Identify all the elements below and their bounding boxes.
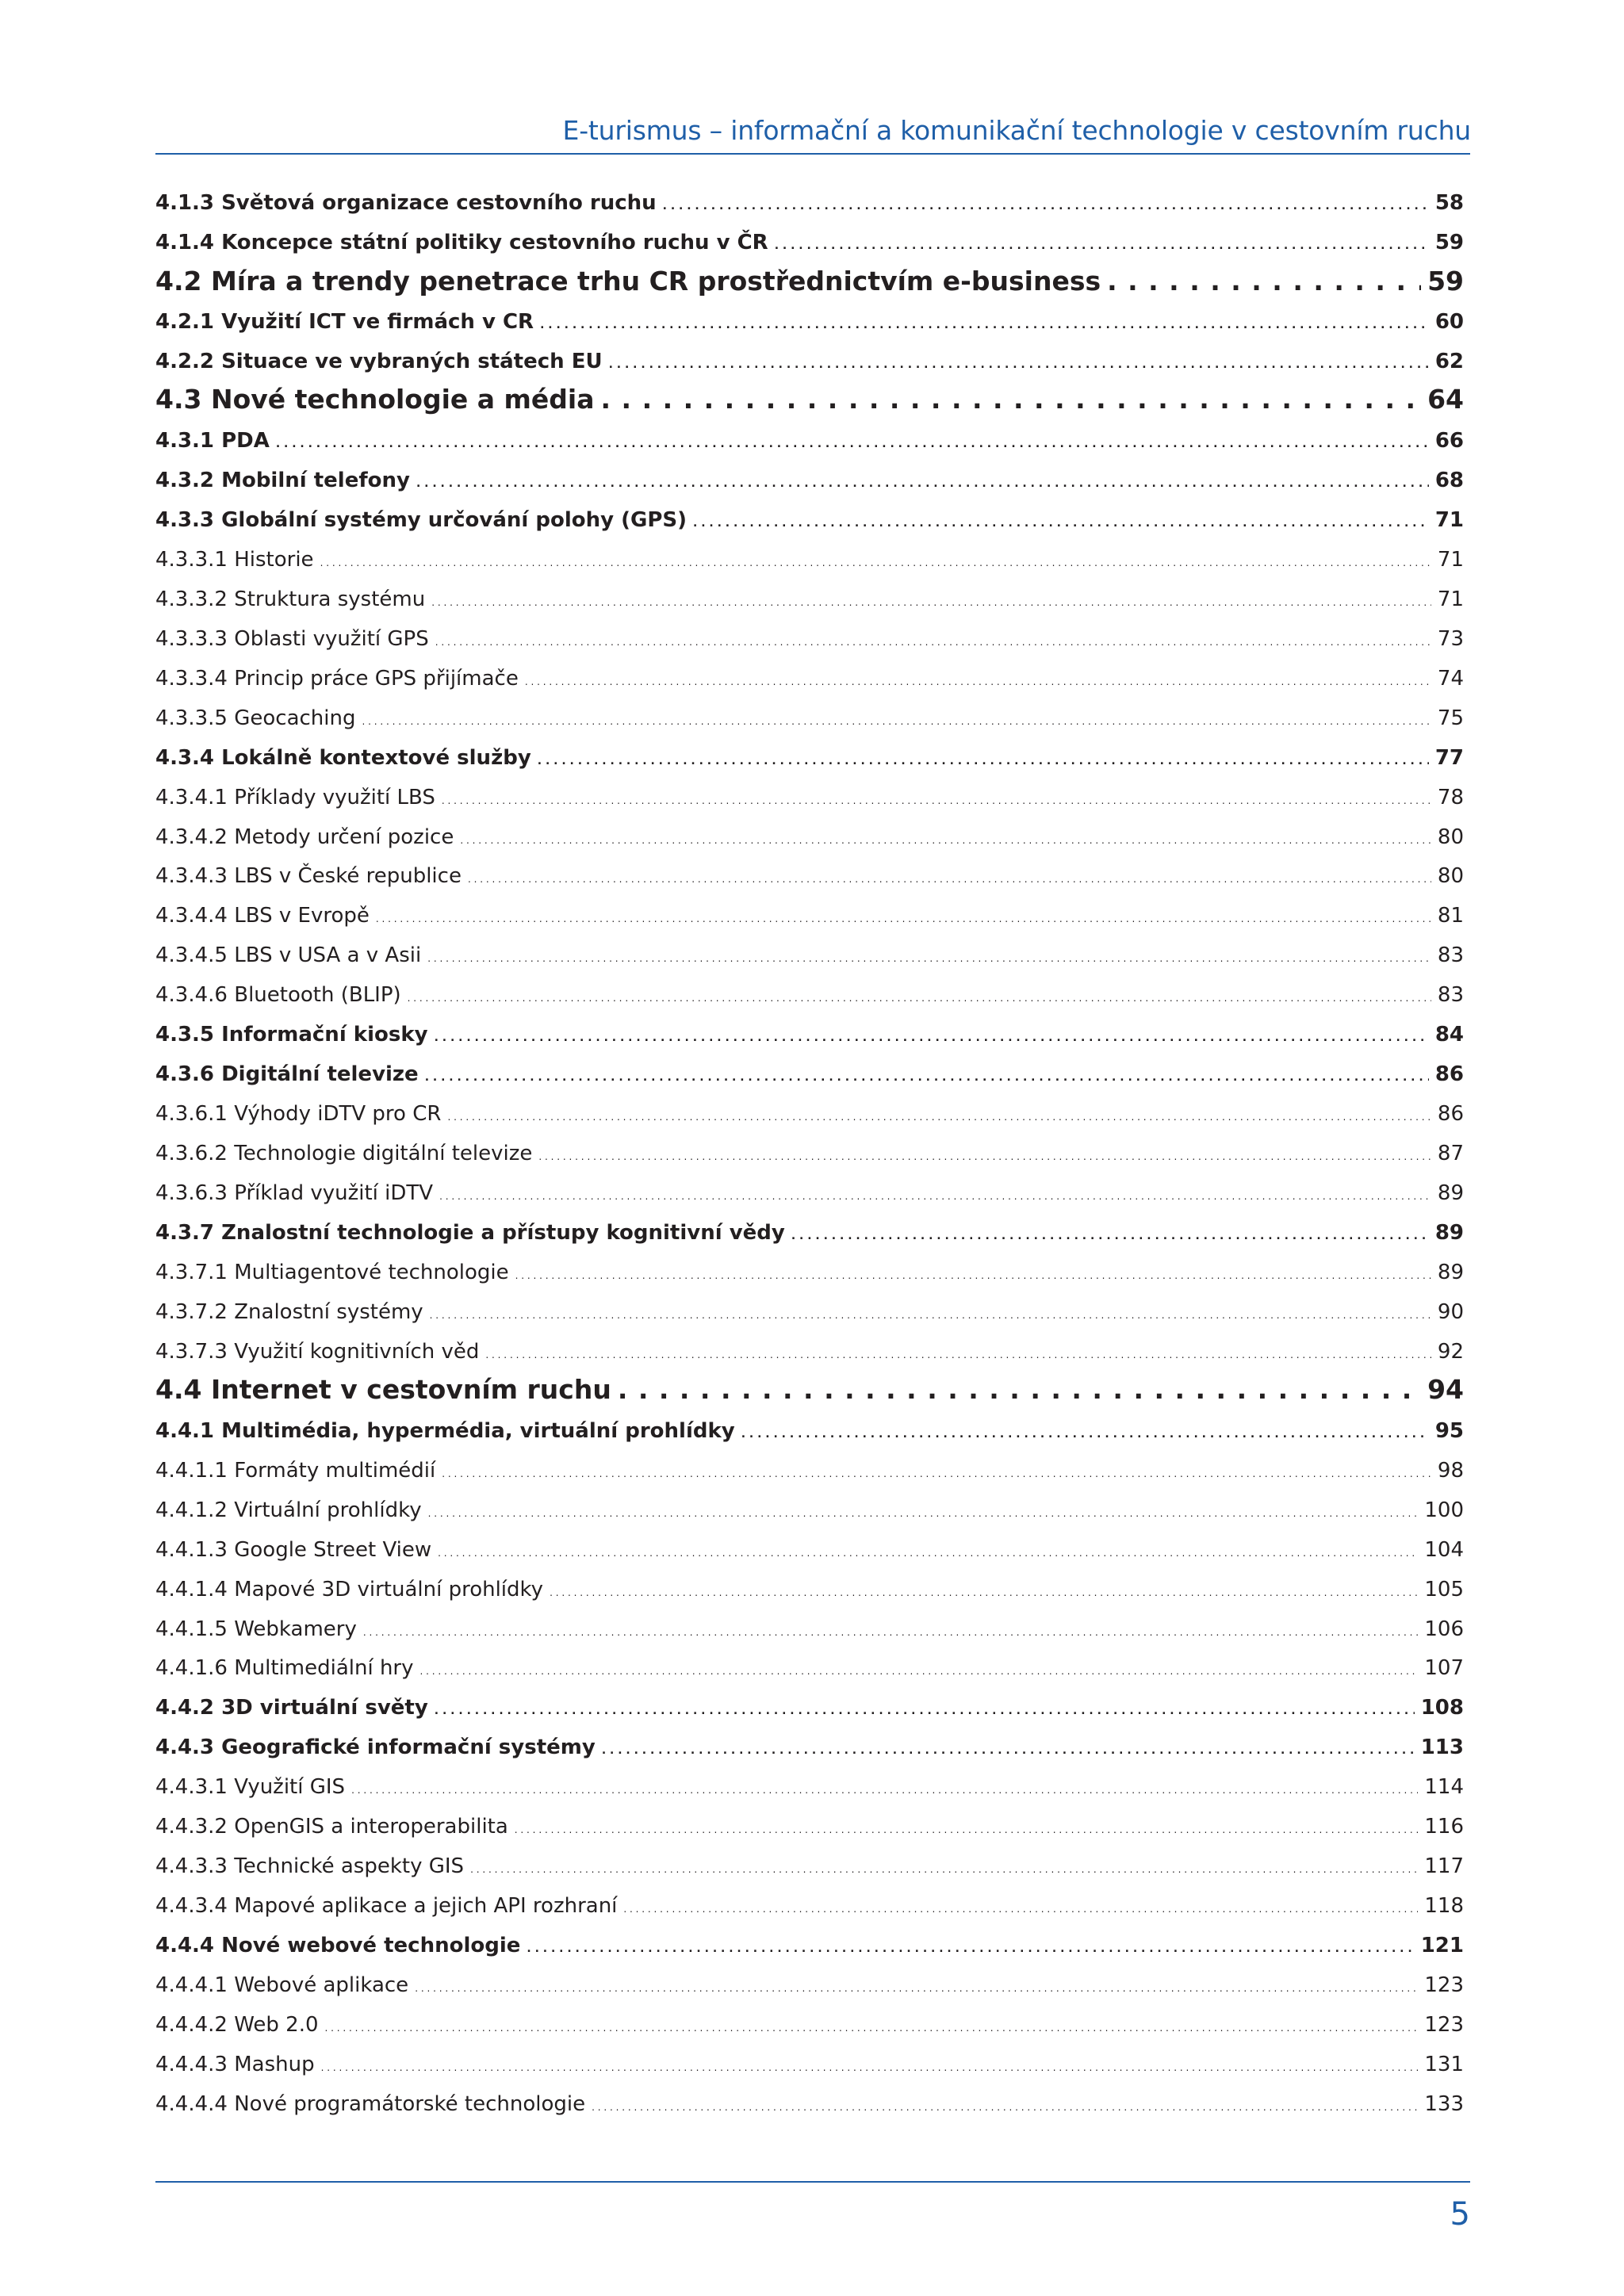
toc-entry-label: 4.4.4.2 Web 2.0 — [155, 2013, 319, 2037]
toc-entry — [155, 1696, 1464, 1720]
toc-entry-page: 106 — [1424, 1617, 1464, 1641]
toc-entry-page: 60 — [1434, 310, 1464, 335]
toc-dot-leader — [515, 1824, 1419, 1835]
toc-entry — [155, 1300, 1464, 1324]
toc-entry — [155, 1854, 1464, 1878]
toc-entry — [155, 1023, 1464, 1047]
toc-entry-label: 4.3.7.1 Multiagentové technologie — [155, 1260, 509, 1284]
toc-entry-label: 4.4.1.3 Google Street View — [155, 1537, 432, 1562]
toc-entry-page: 62 — [1434, 350, 1464, 374]
toc-entry — [155, 429, 1464, 453]
toc-entry-label: 4.4.4 Nové webové technologie — [155, 1934, 521, 1958]
toc-entry-page: 84 — [1434, 1023, 1464, 1047]
toc-entry-page: 78 — [1437, 785, 1464, 809]
toc-entry — [155, 943, 1464, 967]
toc-dot-leader — [438, 1548, 1418, 1559]
toc-entry-label: 4.1.4 Koncepce státní politiky cestovního ruchu v ČR — [155, 231, 768, 255]
toc-dot-leader — [435, 637, 1431, 648]
toc-entry-label: 4.3.4.6 Bluetooth (BLIP) — [155, 983, 401, 1008]
toc-dot-leader — [623, 1904, 1418, 1915]
toc-entry-label: 4.4.1.1 Formáty multimédií — [155, 1458, 436, 1483]
toc-entry-label: 4.4.3.2 OpenGIS a interoperabilita — [155, 1815, 508, 1839]
toc-entry-label: 4.3 Nové technologie a média — [155, 384, 595, 415]
toc-entry — [155, 1062, 1464, 1086]
toc-entry-page: 104 — [1424, 1537, 1464, 1562]
toc-entry-label: 4.3.4 Lokálně kontextové služby — [155, 745, 531, 770]
toc-dot-leader — [609, 358, 1429, 371]
toc-entry-page: 83 — [1437, 983, 1464, 1008]
toc-entry — [155, 508, 1464, 532]
toc-entry-page: 86 — [1437, 1102, 1464, 1127]
toc-dot-leader — [425, 1071, 1429, 1084]
toc-entry-label: 4.4.4.4 Nové programátorské technologie — [155, 2091, 586, 2116]
toc-entry-label: 4.3.4.4 LBS v Evropě — [155, 904, 370, 928]
toc-dot-leader — [525, 676, 1431, 687]
toc-entry-label: 4.3.7.2 Znalostní systémy — [155, 1299, 423, 1324]
toc-dot-leader — [321, 2062, 1419, 2073]
toc-entry-page: 59 — [1434, 231, 1464, 255]
toc-dot-leader — [430, 1310, 1431, 1321]
toc-entry-page: 123 — [1424, 1973, 1464, 1998]
toc-entry — [155, 746, 1464, 770]
toc-entry — [155, 1735, 1464, 1759]
toc-entry-label: 4.3.7.3 Využití kognitivních věd — [155, 1339, 480, 1364]
toc-entry-page: 108 — [1420, 1696, 1464, 1720]
toc-entry-page: 117 — [1424, 1854, 1464, 1879]
footer-divider — [155, 2181, 1470, 2183]
toc-entry-page: 123 — [1424, 2013, 1464, 2037]
toc-dot-leader — [741, 1428, 1429, 1441]
toc-entry-label: 4.3.6.2 Technologie digitální televize — [155, 1142, 533, 1166]
toc-entry-page: 89 — [1434, 1221, 1464, 1245]
toc-entry-page: 118 — [1424, 1894, 1464, 1919]
toc-dot-leader — [442, 795, 1431, 806]
toc-dot-leader — [618, 1374, 1421, 1405]
toc-entry-page: 66 — [1434, 429, 1464, 453]
toc-entry-label: 4.2.2 Situace ve vybraných státech EU — [155, 350, 603, 374]
toc-entry-page: 89 — [1437, 1260, 1464, 1284]
toc-entry-label: 4.4.2 3D virtuální světy — [155, 1696, 428, 1720]
toc-entry-page: 113 — [1420, 1735, 1464, 1760]
toc-entry — [155, 266, 1464, 297]
toc-dot-leader — [447, 1112, 1431, 1123]
toc-entry-page: 133 — [1424, 2091, 1464, 2116]
toc-dot-leader — [362, 716, 1431, 727]
toc-dot-leader — [435, 1705, 1415, 1717]
toc-dot-leader — [408, 993, 1431, 1004]
toc-entry-label: 4.3.5 Informační kiosky — [155, 1023, 428, 1047]
toc-entry — [155, 1340, 1464, 1364]
toc-dot-leader — [276, 438, 1429, 450]
toc-entry-label: 4.3.3.5 Geocaching — [155, 706, 356, 730]
toc-entry-page: 89 — [1437, 1181, 1464, 1206]
toc-dot-leader — [470, 1864, 1418, 1875]
toc-entry — [155, 2092, 1464, 2116]
toc-entry-label: 4.3.3 Globální systémy určování polohy (GPS) — [155, 507, 688, 532]
toc-entry — [155, 1894, 1464, 1918]
toc-entry — [155, 2053, 1464, 2076]
toc-dot-leader — [468, 874, 1431, 885]
toc-entry — [155, 1617, 1464, 1641]
toc-dot-leader — [431, 597, 1431, 608]
toc-entry — [155, 706, 1464, 730]
toc-entry-page: 83 — [1437, 943, 1464, 968]
toc-entry-page: 59 — [1427, 265, 1464, 297]
toc-dot-leader — [442, 1468, 1431, 1479]
toc-entry-label: 4.3.3.3 Oblasti využití GPS — [155, 626, 429, 651]
toc-entry-page: 71 — [1437, 587, 1464, 611]
toc-entry-page: 114 — [1424, 1775, 1464, 1800]
toc-entry — [155, 786, 1464, 809]
toc-entry-page: 98 — [1437, 1458, 1464, 1483]
toc-entry — [155, 627, 1464, 651]
toc-entry — [155, 1538, 1464, 1562]
toc-entry — [155, 1419, 1464, 1443]
toc-entry — [155, 1578, 1464, 1601]
toc-dot-leader — [663, 200, 1429, 212]
toc-entry — [155, 1142, 1464, 1165]
toc-entry — [155, 231, 1464, 254]
toc-entry — [155, 1459, 1464, 1483]
toc-entry-label: 4.3.4.2 Metody určení pozice — [155, 825, 454, 849]
toc-entry-label: 4.4.1.4 Mapové 3D virtuální prohlídky — [155, 1577, 544, 1601]
toc-entry-page: 105 — [1424, 1577, 1464, 1601]
toc-entry-label: 4.4.3.4 Mapové aplikace a jejich API rozhraní — [155, 1894, 618, 1919]
toc-entry — [155, 667, 1464, 691]
toc-entry-page: 131 — [1424, 2052, 1464, 2076]
toc-entry-label: 4.3.4.1 Příklady využití LBS — [155, 785, 435, 809]
toc-dot-leader — [485, 1349, 1431, 1360]
toc-entry-label: 4.3.3.1 Historie — [155, 547, 314, 572]
toc-dot-leader — [351, 1785, 1418, 1796]
toc-entry-label: 4.3.2 Mobilní telefony — [155, 468, 410, 492]
toc-entry-page: 73 — [1437, 626, 1464, 651]
toc-entry-label: 4.3.6 Digitální televize — [155, 1062, 419, 1087]
toc-entry-page: 90 — [1437, 1299, 1464, 1324]
toc-entry — [155, 864, 1464, 888]
toc-dot-leader — [538, 755, 1429, 767]
toc-entry-label: 4.3.6.3 Příklad využití iDTV — [155, 1181, 434, 1206]
toc-entry-page: 68 — [1434, 468, 1464, 492]
toc-dot-leader — [428, 1508, 1419, 1519]
toc-entry-label: 4.3.4.5 LBS v USA a v Asii — [155, 943, 422, 968]
toc-entry-label: 4.4.3 Geografické informační systémy — [155, 1735, 596, 1760]
toc-dot-leader — [527, 1942, 1414, 1955]
running-header-title: E-turismus – informační a komunikační technologie v cestovním ruchu — [562, 115, 1471, 146]
toc-entry — [155, 310, 1464, 334]
toc-entry — [155, 1102, 1464, 1126]
toc-entry-page: 77 — [1434, 745, 1464, 770]
toc-entry — [155, 1261, 1464, 1284]
toc-entry-label: 4.4.1.6 Multimediální hry — [155, 1656, 414, 1681]
toc-entry-page: 80 — [1437, 825, 1464, 849]
toc-dot-leader — [540, 319, 1429, 331]
toc-entry-page: 121 — [1420, 1934, 1464, 1958]
toc-dot-leader — [775, 239, 1429, 252]
toc-dot-leader — [592, 2102, 1418, 2113]
toc-entry-page: 107 — [1424, 1656, 1464, 1681]
toc-entry — [155, 1973, 1464, 1997]
toc-entry-page: 75 — [1437, 706, 1464, 730]
toc-entry — [155, 587, 1464, 611]
toc-entry-label: 4.4 Internet v cestovním ruchu — [155, 1374, 611, 1406]
toc-dot-leader — [435, 1031, 1429, 1044]
toc-entry — [155, 1775, 1464, 1799]
toc-entry-page: 92 — [1437, 1339, 1464, 1364]
toc-dot-leader — [416, 477, 1429, 490]
toc-entry-page: 95 — [1434, 1418, 1464, 1443]
toc-entry-label: 4.3.6.1 Výhody iDTV pro CR — [155, 1102, 442, 1127]
toc-entry — [155, 384, 1464, 415]
toc-dot-leader — [320, 557, 1431, 568]
toc-entry-label: 4.4.1.5 Webkamery — [155, 1617, 357, 1641]
toc-entry-page: 80 — [1437, 864, 1464, 889]
toc-entry — [155, 1221, 1464, 1245]
toc-entry-label: 4.2 Míra a trendy penetrace trhu CR prostřednictvím e-business — [155, 265, 1101, 297]
toc-dot-leader — [601, 384, 1422, 415]
toc-dot-leader — [325, 2022, 1419, 2034]
toc-entry — [155, 1934, 1464, 1957]
toc-dot-leader — [1107, 266, 1421, 297]
toc-entry-label: 4.2.1 Využití ICT ve firmách v CR — [155, 310, 534, 335]
toc-entry-page: 86 — [1434, 1062, 1464, 1087]
toc-dot-leader — [602, 1744, 1415, 1757]
toc-entry-label: 4.4.1 Multimédia, hypermédia, virtuální prohlídky — [155, 1418, 735, 1443]
toc-entry-page: 74 — [1437, 666, 1464, 691]
toc-dot-leader — [420, 1666, 1419, 1677]
toc-entry-label: 4.3.4.3 LBS v České republice — [155, 864, 462, 889]
toc-entry — [155, 2013, 1464, 2037]
toc-entry-label: 4.3.3.2 Struktura systému — [155, 587, 426, 611]
toc-entry — [155, 1181, 1464, 1205]
toc-entry — [155, 1656, 1464, 1680]
toc-entry-label: 4.4.4.1 Webové aplikace — [155, 1973, 409, 1998]
toc-entry-label: 4.4.3.1 Využití GIS — [155, 1775, 346, 1800]
toc-dot-leader — [538, 1151, 1431, 1162]
toc-entry-page: 116 — [1424, 1815, 1464, 1839]
toc-entry — [155, 350, 1464, 373]
toc-entry — [155, 191, 1464, 215]
toc-dot-leader — [550, 1587, 1418, 1598]
header-divider — [155, 153, 1470, 155]
toc-entry-page: 94 — [1427, 1374, 1464, 1406]
toc-entry-page: 81 — [1437, 904, 1464, 928]
page-number: 5 — [1450, 2196, 1470, 2233]
toc-entry — [155, 983, 1464, 1007]
toc-dot-leader — [363, 1627, 1419, 1638]
toc-entry — [155, 1374, 1464, 1405]
toc-entry — [155, 469, 1464, 492]
toc-entry-label: 4.3.3.4 Princip práce GPS přijímače — [155, 666, 519, 691]
toc-entry — [155, 1815, 1464, 1839]
toc-dot-leader — [415, 1983, 1418, 1994]
toc-dot-leader — [427, 953, 1431, 964]
toc-entry-page: 64 — [1427, 384, 1464, 415]
toc-entry-page: 58 — [1434, 191, 1464, 216]
toc-dot-leader — [791, 1230, 1429, 1242]
toc-entry-page: 71 — [1434, 507, 1464, 532]
toc-dot-leader — [693, 517, 1429, 530]
toc-dot-leader — [376, 913, 1431, 924]
toc-dot-leader — [515, 1270, 1431, 1281]
toc-entry — [155, 825, 1464, 849]
toc-entry-label: 4.1.3 Světová organizace cestovního ruchu — [155, 191, 657, 216]
toc-entry-label: 4.4.1.2 Virtuální prohlídky — [155, 1498, 422, 1522]
toc-entry-page: 71 — [1437, 547, 1464, 572]
toc-entry-label: 4.4.4.3 Mashup — [155, 2052, 315, 2076]
toc-entry-page: 100 — [1424, 1498, 1464, 1522]
toc-entry — [155, 904, 1464, 928]
toc-entry-label: 4.3.1 PDA — [155, 429, 270, 453]
toc-entry-page: 87 — [1437, 1142, 1464, 1166]
toc-entry — [155, 1498, 1464, 1522]
toc-dot-leader — [460, 835, 1431, 846]
toc-entry — [155, 548, 1464, 572]
toc-dot-leader — [439, 1191, 1431, 1202]
toc-entry-label: 4.4.3.3 Technické aspekty GIS — [155, 1854, 465, 1879]
toc-entry-label: 4.3.7 Znalostní technologie a přístupy kognitivní vědy — [155, 1221, 785, 1245]
